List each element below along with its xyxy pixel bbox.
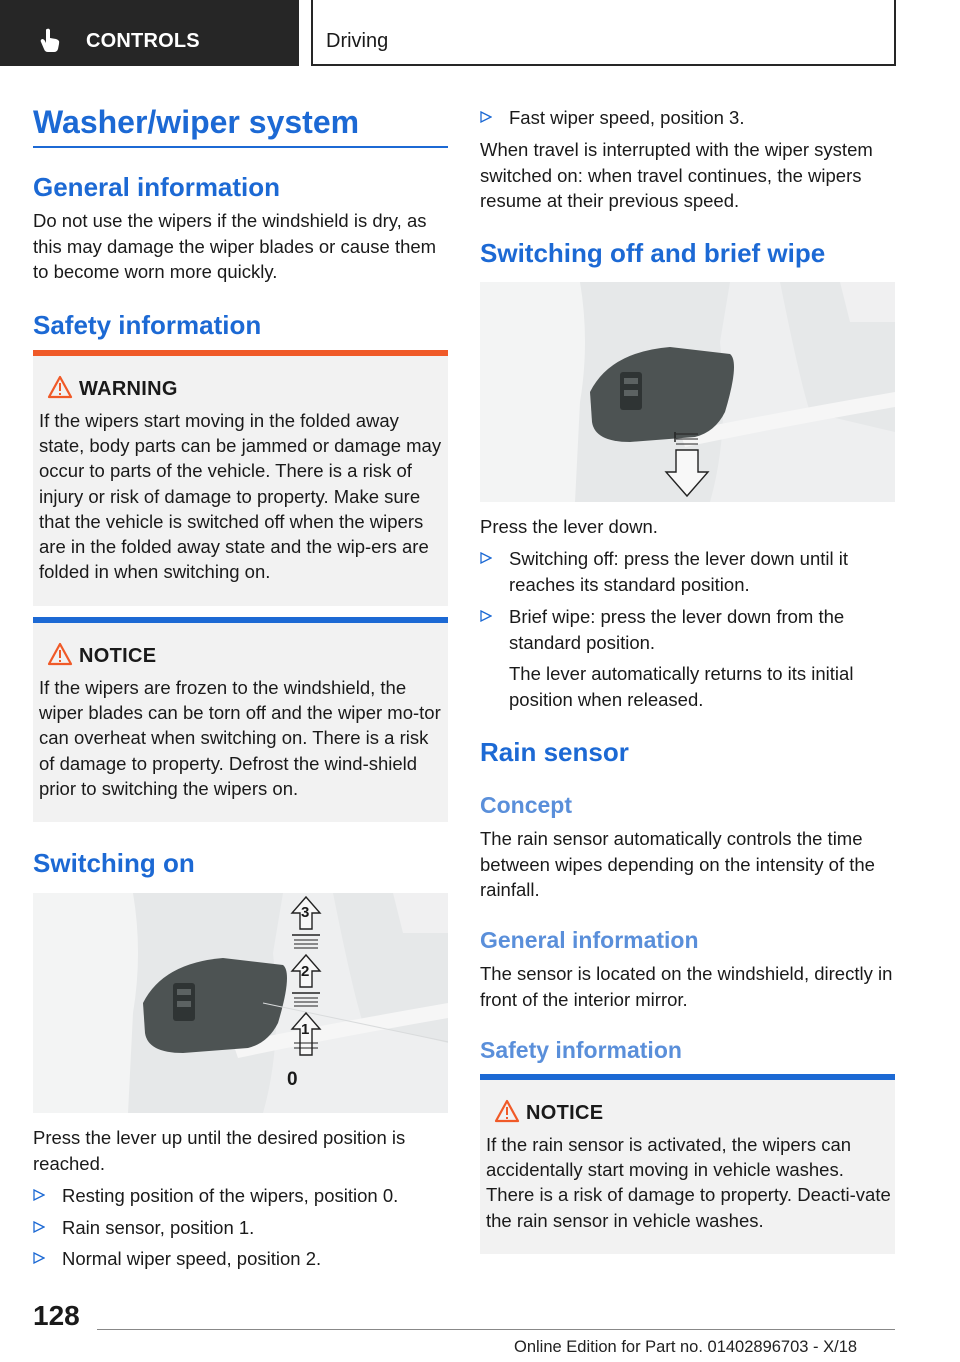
warning-box bbox=[33, 350, 448, 606]
position-label-2: 2 bbox=[301, 963, 310, 980]
warning-text: If the wipers start moving in the folded away state, body parts can be jammed or damage may occur to parts of the vehicle. There is a risk of injury or risk of damage to property. Make sure that the vehicle is switched off when the wipers are in the folded away state and the wip‐ers are folded in when switching on. bbox=[39, 410, 442, 583]
list-item bbox=[33, 1246, 448, 1272]
list-item bbox=[33, 1183, 448, 1209]
chapter-title-box bbox=[311, 0, 896, 66]
lever-up-drawing bbox=[33, 893, 448, 1113]
page-number: 128 bbox=[33, 1300, 80, 1331]
heading-general-information: General information bbox=[33, 172, 281, 202]
general-information-text: Do not use the wipers if the windshield is dry, as this may damage the wiper blades or cause them to become worn more quickly. bbox=[33, 210, 437, 282]
triangle-bullet-icon bbox=[480, 111, 492, 123]
notice-box-wipers bbox=[33, 617, 448, 822]
list-item bbox=[33, 1215, 448, 1241]
footer-rule bbox=[97, 1329, 895, 1330]
heading-switching-on: Switching on bbox=[33, 848, 195, 878]
list-item-text: Brief wipe: press the lever down from the standard position. bbox=[509, 606, 845, 653]
position-arrows bbox=[286, 893, 326, 1093]
heading-switching-off: Switching off and brief wipe bbox=[480, 238, 826, 268]
section-tab bbox=[0, 0, 299, 66]
press-up-text: Press the lever up until the desired position is reached. bbox=[33, 1127, 406, 1174]
concept-text: The rain sensor automatically controls the time between wipes depending on the intensity of the rainfall. bbox=[480, 828, 875, 900]
warning-triangle-icon bbox=[47, 375, 73, 399]
heading-safety-information-rain: Safety information bbox=[480, 1037, 682, 1063]
notice-triangle-icon bbox=[494, 1099, 520, 1123]
notice-triangle-icon bbox=[47, 642, 73, 666]
list-item bbox=[480, 105, 895, 131]
list-item-text: Fast wiper speed, position 3. bbox=[509, 107, 745, 128]
heading-concept: Concept bbox=[480, 792, 572, 818]
rain-general-text: The sensor is located on the windshield, directly in front of the interior mirror. bbox=[480, 963, 893, 1010]
list-item bbox=[480, 604, 895, 656]
position-label-3: 3 bbox=[301, 904, 310, 921]
notice-box-rain-sensor bbox=[480, 1074, 895, 1254]
section-label: CONTROLS bbox=[86, 30, 200, 52]
position-label-0: 0 bbox=[287, 1069, 298, 1090]
lever-down-illustration bbox=[480, 282, 895, 502]
heading-safety-information: Safety information bbox=[33, 310, 262, 340]
triangle-bullet-icon bbox=[33, 1189, 45, 1201]
position-label-1: 1 bbox=[301, 1021, 310, 1038]
notice-text: If the wipers are frozen to the windshield, the wiper blades can be torn off and the wiper mo‐tor can overheat when switching on. There is a risk of damage to property. Defrost the wind‐shield prior to switching the wipers on. bbox=[39, 677, 441, 799]
notice-title: NOTICE bbox=[526, 1102, 604, 1124]
warning-title: WARNING bbox=[79, 378, 178, 400]
travel-interrupted-text: When travel is interrupted with the wiper system switched on: when travel continues, the wipers resume at their previous speed. bbox=[480, 139, 873, 211]
press-down-text: Press the lever down. bbox=[480, 516, 658, 537]
heading-general-information-rain: General information bbox=[480, 927, 699, 953]
list-item bbox=[480, 546, 895, 598]
heading-rain-sensor: Rain sensor bbox=[480, 737, 629, 767]
hand-pointer-icon bbox=[38, 27, 64, 53]
lever-down-drawing bbox=[480, 282, 895, 502]
notice-title: NOTICE bbox=[79, 645, 157, 667]
lever-up-illustration bbox=[33, 893, 448, 1113]
notice-text: If the rain sensor is activated, the wipers can accidentally start moving in vehicle washes. There is a risk of damage to property. Deacti‐vate the rain sensor in vehicle washes. bbox=[486, 1134, 891, 1231]
chapter-title: Driving bbox=[326, 30, 389, 52]
triangle-bullet-icon bbox=[33, 1221, 45, 1233]
list-item-text: Rain sensor, position 1. bbox=[62, 1217, 255, 1238]
triangle-bullet-icon bbox=[480, 552, 492, 564]
title-rule bbox=[33, 146, 448, 148]
edition-text: Online Edition for Part no. 01402896703 - X/18 bbox=[514, 1338, 858, 1356]
list-item-text: Switching off: press the lever down until it reaches its standard position. bbox=[509, 548, 848, 595]
triangle-bullet-icon bbox=[33, 1252, 45, 1264]
page-header bbox=[0, 0, 960, 66]
brief-wipe-subtext: The lever automatically returns to its initial position when released. bbox=[509, 663, 854, 710]
list-item-text: Resting position of the wipers, position 0. bbox=[62, 1185, 399, 1206]
triangle-bullet-icon bbox=[480, 610, 492, 622]
list-item-text: Normal wiper speed, position 2. bbox=[62, 1248, 322, 1269]
page-title: Washer/wiper system bbox=[33, 104, 360, 140]
